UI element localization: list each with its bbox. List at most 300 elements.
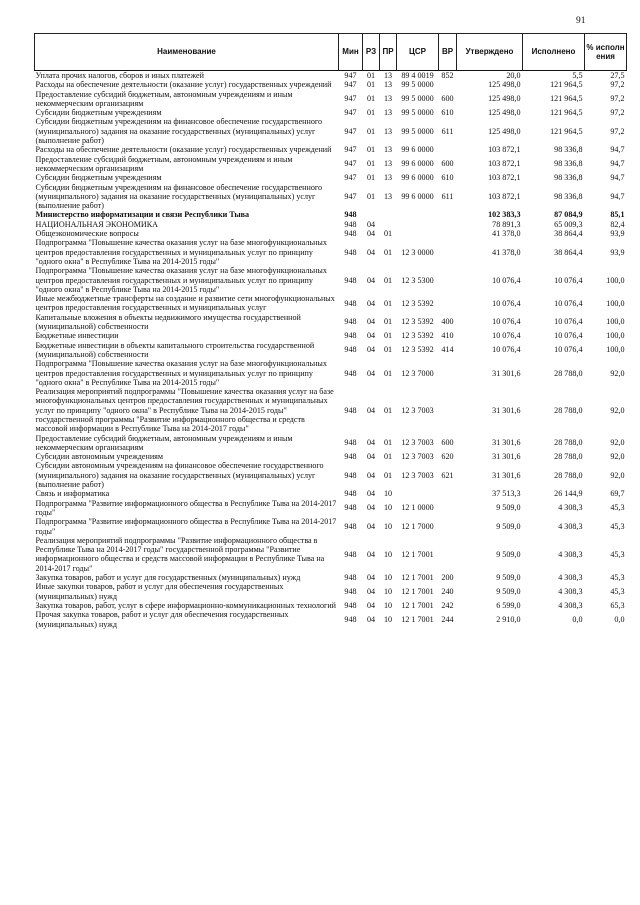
header-executed: Исполнено (523, 34, 585, 71)
row-executed: 10 076,4 (554, 275, 583, 285)
row-pr: 10 (383, 503, 393, 513)
table-row (35, 229, 627, 238)
budget-table (34, 33, 627, 629)
row-executed: 0,0 (572, 614, 583, 624)
row-pr: 01 (383, 405, 393, 415)
row-vr: 611 (441, 191, 454, 201)
row-executed: 28 788,0 (554, 438, 583, 448)
row-percent: 92,0 (610, 452, 625, 462)
table-row (35, 117, 627, 145)
row-vr: 600 (441, 159, 454, 169)
row-name: Субсидии бюджетным учреждениям (35, 173, 162, 183)
row-min: 948 (344, 600, 357, 610)
table-row (35, 155, 627, 174)
row-rz: 04 (366, 489, 376, 499)
row-name: Субсидии автономным учреждениям на финансовое обеспечение государственного (муниципального) задания на оказание государственных (муниципальных) услуг (выполнение работ) (35, 461, 324, 490)
row-pr: 10 (383, 573, 393, 583)
row-percent: 82,4 (610, 219, 625, 229)
row-percent: 45,3 (610, 586, 625, 596)
row-percent: 92,0 (610, 470, 625, 480)
header-csr: ЦСР (397, 34, 439, 71)
row-pr: 01 (383, 368, 393, 378)
table-row (35, 220, 627, 229)
row-executed: 4 308,3 (558, 586, 583, 596)
row-min: 947 (344, 191, 357, 201)
row-pr: 10 (383, 614, 393, 624)
row-vr (439, 517, 457, 536)
row-vr: 244 (441, 614, 454, 624)
row-executed: 10 076,4 (554, 331, 583, 341)
row-pr: 13 (383, 108, 393, 118)
row-name: Бюджетные инвестиции в объекты капитального строительства государственной (муниципальной) собственности (35, 340, 315, 359)
row-approved: 10 076,4 (492, 317, 521, 327)
table-row (35, 210, 627, 219)
row-csr: 12 3 7003 (401, 405, 434, 415)
row-executed: 28 788,0 (554, 452, 583, 462)
row-approved: 10 076,4 (492, 298, 521, 308)
row-executed: 28 788,0 (554, 470, 583, 480)
row-approved: 103 872,1 (488, 173, 521, 183)
table-row (35, 610, 627, 629)
row-vr: 620 (441, 452, 454, 462)
header-vr: ВР (439, 34, 457, 71)
row-min: 948 (344, 521, 357, 531)
row-approved: 31 301,6 (492, 368, 521, 378)
row-approved: 41 378,0 (492, 247, 521, 257)
table-row (35, 331, 627, 340)
row-name: Субсидии автономным учреждениям (35, 452, 163, 462)
table-row (35, 434, 627, 453)
row-min: 948 (344, 586, 357, 596)
row-pr: 10 (383, 600, 393, 610)
row-rz: 01 (366, 159, 376, 169)
row-min: 947 (344, 80, 357, 90)
row-name: Подпрограмма "Повышение качества оказания услуг на базе многофункциональных центров предоставления государственных и муниципальных услуг по принципу "одного окна" в Республике Тыва на 2014-2015 годы" (35, 238, 327, 266)
row-min: 948 (344, 549, 357, 559)
row-approved: 31 301,6 (492, 470, 521, 480)
table-row (35, 452, 627, 461)
row-executed: 98 336,8 (554, 173, 583, 183)
row-pr (380, 220, 397, 229)
table-row (35, 294, 627, 313)
row-vr: 410 (441, 331, 454, 341)
row-rz: 01 (366, 80, 376, 90)
row-vr (439, 145, 457, 154)
table-row (35, 536, 627, 573)
header-min: Мин (339, 34, 363, 71)
row-min: 948 (344, 331, 357, 341)
row-executed: 28 788,0 (554, 405, 583, 415)
row-percent: 100,0 (606, 275, 625, 285)
row-name: Бюджетные инвестиции (35, 331, 119, 341)
row-executed: 10 076,4 (554, 345, 583, 355)
row-csr: 12 1 7000 (401, 521, 434, 531)
row-pr: 13 (383, 94, 393, 104)
row-approved: 9 509,0 (496, 549, 521, 559)
row-approved: 10 076,4 (492, 345, 521, 355)
row-vr: 242 (441, 600, 454, 610)
row-executed: 121 964,5 (550, 80, 583, 90)
row-percent: 92,0 (610, 405, 625, 415)
row-pr: 13 (383, 191, 393, 201)
row-approved: 125 498,0 (488, 94, 521, 104)
row-approved: 78 891,3 (492, 219, 521, 229)
row-approved: 31 301,6 (492, 438, 521, 448)
row-pr: 01 (383, 470, 393, 480)
row-name: Расходы на обеспечение деятельности (оказание услуг) государственных учреждений (35, 80, 332, 90)
row-vr (439, 359, 457, 387)
row-executed: 26 144,9 (554, 489, 583, 499)
table-row (35, 387, 627, 433)
table-row (35, 517, 627, 536)
row-percent: 27,5 (610, 71, 625, 80)
row-rz: 04 (366, 470, 376, 480)
row-percent: 65,3 (610, 600, 625, 610)
row-csr: 12 3 7000 (401, 368, 434, 378)
row-approved: 10 076,4 (492, 275, 521, 285)
row-vr (439, 238, 457, 266)
row-approved: 125 498,0 (488, 108, 521, 118)
row-name: Закупка товаров, работ, услуг в сфере информационно-коммуникационных технологий (35, 600, 337, 610)
row-executed: 10 076,4 (554, 317, 583, 327)
row-csr (397, 220, 439, 229)
row-name: Уплата прочих налогов, сборов и иных платежей (35, 71, 204, 80)
row-executed: 4 308,3 (558, 503, 583, 513)
row-name: Предоставление субсидий бюджетным, автономным учреждениям и иным некоммерческим организациям (35, 154, 293, 173)
row-name: Прочая закупка товаров, работ и услуг для обеспечения государственных (муниципальных) нужд (35, 610, 289, 629)
row-rz: 01 (366, 94, 376, 104)
row-executed: 28 788,0 (554, 368, 583, 378)
row-pr: 13 (383, 80, 393, 90)
table-row (35, 359, 627, 387)
row-csr: 99 5 0000 (401, 108, 434, 118)
row-name: Подпрограмма "Развитие информационного общества в Республике Тыва на 2014-2017 годы" (35, 517, 337, 536)
row-approved: 9 509,0 (496, 586, 521, 596)
row-executed: 38 864,4 (554, 247, 583, 257)
row-percent: 100,0 (606, 317, 625, 327)
row-rz: 04 (366, 331, 376, 341)
row-rz: 04 (366, 368, 376, 378)
row-csr: 99 6 0000 (401, 191, 434, 201)
row-vr: 600 (441, 438, 454, 448)
row-percent: 45,3 (610, 549, 625, 559)
row-min: 947 (344, 159, 357, 169)
row-csr: 89 4 0019 (401, 71, 434, 80)
row-vr: 852 (441, 71, 454, 80)
row-percent: 45,3 (610, 503, 625, 513)
row-pr: 01 (383, 331, 393, 341)
row-percent: 94,7 (610, 145, 625, 155)
row-executed: 121 964,5 (550, 108, 583, 118)
row-executed: 87 084,9 (554, 210, 583, 220)
row-name: Субсидии бюджетным учреждениям на финансовое обеспечение государственного (муниципального) задания на оказание государственных (муниципальных) услуг (выполнение работ) (35, 182, 323, 211)
row-min: 947 (344, 71, 357, 80)
row-pr: 13 (383, 159, 393, 169)
row-min: 948 (344, 210, 357, 220)
row-csr (397, 210, 439, 219)
row-percent: 94,7 (610, 173, 625, 183)
row-pr: 10 (383, 586, 393, 596)
row-approved: 10 076,4 (492, 331, 521, 341)
row-rz (363, 210, 380, 219)
row-pr: 01 (383, 229, 393, 239)
row-percent: 94,7 (610, 191, 625, 201)
row-executed: 4 308,3 (558, 600, 583, 610)
table-row (35, 183, 627, 211)
row-executed: 98 336,8 (554, 159, 583, 169)
row-csr: 12 3 5392 (401, 345, 434, 355)
row-percent: 45,3 (610, 573, 625, 583)
row-executed: 121 964,5 (550, 126, 583, 136)
row-csr: 99 6 0000 (401, 159, 434, 169)
row-percent: 69,7 (610, 489, 625, 499)
row-min: 948 (344, 503, 357, 513)
row-name: Реализация мероприятий подпрограммы "Развитие информационного общества в Республике Тыва на 2014-2017 годы" государственной программы "Развитие информационного общества и средств массовой информации в Республике Тыва на 2014-2017 годы" (35, 535, 325, 573)
table-row (35, 573, 627, 582)
row-rz: 04 (366, 503, 376, 513)
row-approved: 102 383,3 (488, 210, 521, 220)
row-rz: 04 (366, 345, 376, 355)
row-executed: 4 308,3 (558, 549, 583, 559)
row-vr (439, 536, 457, 573)
row-name: Субсидии бюджетным учреждениям на финансовое обеспечение государственного (муниципального) задания на оказание государственных (муниципальных) услуг (выполнение работ) (35, 117, 323, 146)
row-vr (439, 80, 457, 89)
row-executed: 5,5 (572, 71, 583, 80)
row-rz: 01 (366, 126, 376, 136)
row-rz: 04 (366, 219, 376, 229)
row-executed: 4 308,3 (558, 521, 583, 531)
table-row (35, 108, 627, 117)
row-csr: 12 3 5392 (401, 331, 434, 341)
row-min: 948 (344, 229, 357, 239)
row-rz: 04 (366, 438, 376, 448)
table-body (35, 71, 627, 629)
row-vr (439, 266, 457, 294)
header-pr: ПР (380, 34, 397, 71)
row-percent: 92,0 (610, 368, 625, 378)
row-vr: 600 (441, 94, 454, 104)
row-min: 948 (344, 317, 357, 327)
row-name: Субсидии бюджетным учреждениям (35, 108, 162, 118)
row-csr: 12 3 7003 (401, 452, 434, 462)
row-approved: 125 498,0 (488, 126, 521, 136)
row-executed: 121 964,5 (550, 94, 583, 104)
row-rz: 04 (366, 600, 376, 610)
table-row (35, 80, 627, 89)
row-vr: 414 (441, 345, 454, 355)
row-percent: 97,2 (610, 108, 625, 118)
row-csr: 12 1 7001 (401, 549, 434, 559)
row-vr: 621 (441, 470, 454, 480)
table-header (35, 34, 627, 71)
row-approved: 103 872,1 (488, 159, 521, 169)
table-row (35, 489, 627, 498)
row-csr: 99 5 0000 (401, 126, 434, 136)
row-approved: 125 498,0 (488, 80, 521, 90)
row-csr: 12 1 7001 (401, 614, 434, 624)
row-approved: 9 509,0 (496, 521, 521, 531)
row-name: Общеэкономические вопросы (35, 229, 139, 239)
row-pr: 01 (383, 247, 393, 257)
row-pr: 13 (383, 71, 393, 80)
row-percent: 100,0 (606, 331, 625, 341)
row-executed: 98 336,8 (554, 145, 583, 155)
row-approved: 37 513,3 (492, 489, 521, 499)
row-name: Закупка товаров, работ и услуг для государственных (муниципальных) нужд (35, 573, 301, 583)
row-rz: 04 (366, 521, 376, 531)
row-rz: 04 (366, 452, 376, 462)
row-vr (439, 489, 457, 498)
row-csr: 99 5 0000 (401, 80, 434, 90)
row-executed: 98 336,8 (554, 191, 583, 201)
row-name: Подпрограмма "Развитие информационного общества в Республике Тыва на 2014-2017 годы" (35, 498, 337, 517)
row-percent: 100,0 (606, 345, 625, 355)
row-min: 948 (344, 275, 357, 285)
row-min: 947 (344, 126, 357, 136)
row-csr: 12 3 7003 (401, 470, 434, 480)
row-pr: 01 (383, 438, 393, 448)
row-pr: 13 (383, 126, 393, 136)
row-approved: 2 910,0 (496, 614, 521, 624)
row-approved: 103 872,1 (488, 191, 521, 201)
row-rz: 04 (366, 614, 376, 624)
row-csr: 12 1 0000 (401, 503, 434, 513)
row-min: 947 (344, 94, 357, 104)
row-executed: 10 076,4 (554, 298, 583, 308)
row-vr: 400 (441, 317, 454, 327)
row-approved: 103 872,1 (488, 145, 521, 155)
row-min: 947 (344, 108, 357, 118)
row-pr: 01 (383, 317, 393, 327)
row-min: 948 (344, 438, 357, 448)
row-name: Иные межбюджетные трансферты на создание и развитие сети многофункциональных центров предоставления государственных и муниципальных услуг (35, 294, 335, 313)
row-min: 947 (344, 173, 357, 183)
row-percent: 97,2 (610, 126, 625, 136)
row-csr: 12 3 7003 (401, 438, 434, 448)
row-name: Подпрограмма "Повышение качества оказания услуг на базе многофункциональных центров предоставления государственных и муниципальных услуг по принципу "одного окна" в Республике Тыва на 2014-2015 годы" (35, 266, 327, 294)
row-percent: 45,3 (610, 521, 625, 531)
row-executed: 4 308,3 (558, 573, 583, 583)
table-row (35, 313, 627, 332)
row-vr: 610 (441, 108, 454, 118)
row-rz: 01 (366, 71, 376, 80)
row-min: 947 (344, 145, 357, 155)
row-approved: 6 599,0 (496, 600, 521, 610)
row-percent: 94,7 (610, 159, 625, 169)
row-percent: 93,9 (610, 229, 625, 239)
row-pr: 01 (383, 345, 393, 355)
row-csr: 99 5 0000 (401, 94, 434, 104)
table-row (35, 145, 627, 154)
row-percent: 93,9 (610, 247, 625, 257)
row-rz: 04 (366, 298, 376, 308)
table-row (35, 266, 627, 294)
row-approved: 31 301,6 (492, 405, 521, 415)
row-approved: 9 509,0 (496, 573, 521, 583)
row-name: НАЦИОНАЛЬНАЯ ЭКОНОМИКА (35, 219, 159, 229)
row-approved: 41 378,0 (492, 229, 521, 239)
row-rz: 04 (366, 317, 376, 327)
row-name: Реализация мероприятий подпрограммы "Повышение качества оказания услуг на базе многофункциональных центров предоставления государственных и муниципальных услуг по принципу "одного окна" в Республике Тыва на 2014-2015 годы" государственной программы "Развитие информационного общества и средств массовой информации в Республике Тыва на 2014-2017 годы" (35, 387, 334, 434)
row-csr: 12 3 5392 (401, 317, 434, 327)
row-rz: 04 (366, 573, 376, 583)
row-min: 948 (344, 219, 357, 229)
row-pr: 01 (383, 452, 393, 462)
row-csr: 12 1 7001 (401, 600, 434, 610)
row-csr (397, 489, 439, 498)
row-rz: 01 (366, 173, 376, 183)
table-row (35, 499, 627, 518)
row-csr: 12 3 5392 (401, 298, 434, 308)
row-csr: 99 6 0000 (401, 173, 434, 183)
row-min: 948 (344, 247, 357, 257)
row-name: Расходы на обеспечение деятельности (оказание услуг) государственных учреждений (35, 145, 332, 155)
row-min: 948 (344, 298, 357, 308)
header-approved: Утверждено (457, 34, 523, 71)
row-name: Иные закупки товаров, работ и услуг для обеспечения государственных (муниципальных) нужд (35, 582, 284, 601)
row-executed: 38 864,4 (554, 229, 583, 239)
row-rz: 04 (366, 549, 376, 559)
header-rz: РЗ (363, 34, 380, 71)
row-min: 948 (344, 489, 357, 499)
row-vr (439, 294, 457, 313)
row-pr: 01 (383, 275, 393, 285)
row-percent: 85,1 (610, 210, 625, 220)
row-percent: 0,0 (614, 614, 625, 624)
row-rz: 04 (366, 247, 376, 257)
row-pr: 10 (383, 489, 393, 499)
row-name: Подпрограмма "Повышение качества оказания услуг на базе многофункциональных центров предоставления государственных и муниципальных услуг по принципу "одного окна" в Республике Тыва на 2014-2015 годы" (35, 359, 327, 387)
row-rz: 01 (366, 191, 376, 201)
row-csr: 12 1 7001 (401, 586, 434, 596)
row-min: 948 (344, 470, 357, 480)
table-row (35, 173, 627, 182)
row-min: 948 (344, 573, 357, 583)
table-row (35, 238, 627, 266)
row-name: Предоставление субсидий бюджетным, автономным учреждениям и иным некоммерческим организациям (35, 89, 293, 108)
row-vr: 240 (441, 586, 454, 596)
row-executed: 65 009,3 (554, 219, 583, 229)
header-name: Наименование (35, 34, 339, 71)
row-name: Связь и информатика (35, 489, 110, 499)
row-csr: 12 3 0000 (401, 247, 434, 257)
row-vr: 610 (441, 173, 454, 183)
table-row (35, 461, 627, 489)
row-percent: 97,2 (610, 94, 625, 104)
row-csr: 12 3 5300 (401, 275, 434, 285)
row-rz: 04 (366, 405, 376, 415)
header-percent: % исполн ения (585, 34, 627, 71)
row-percent: 92,0 (610, 438, 625, 448)
row-rz: 01 (366, 108, 376, 118)
table-row (35, 582, 627, 601)
row-name: Капитальные вложения в объекты недвижимого имущества государственной (муниципальной) собственности (35, 312, 301, 332)
row-pr: 13 (383, 173, 393, 183)
row-vr: 200 (441, 573, 454, 583)
page-number: 91 (576, 16, 586, 26)
row-percent: 97,2 (610, 80, 625, 90)
row-vr (439, 229, 457, 238)
row-name: Предоставление субсидий бюджетным, автономным учреждениям и иным некоммерческим организациям (35, 433, 293, 452)
row-pr: 13 (383, 145, 393, 155)
row-approved: 31 301,6 (492, 452, 521, 462)
table-row (35, 601, 627, 610)
row-vr (439, 499, 457, 518)
table-row (35, 90, 627, 109)
row-pr (380, 210, 397, 219)
row-rz: 04 (366, 586, 376, 596)
row-rz: 01 (366, 145, 376, 155)
